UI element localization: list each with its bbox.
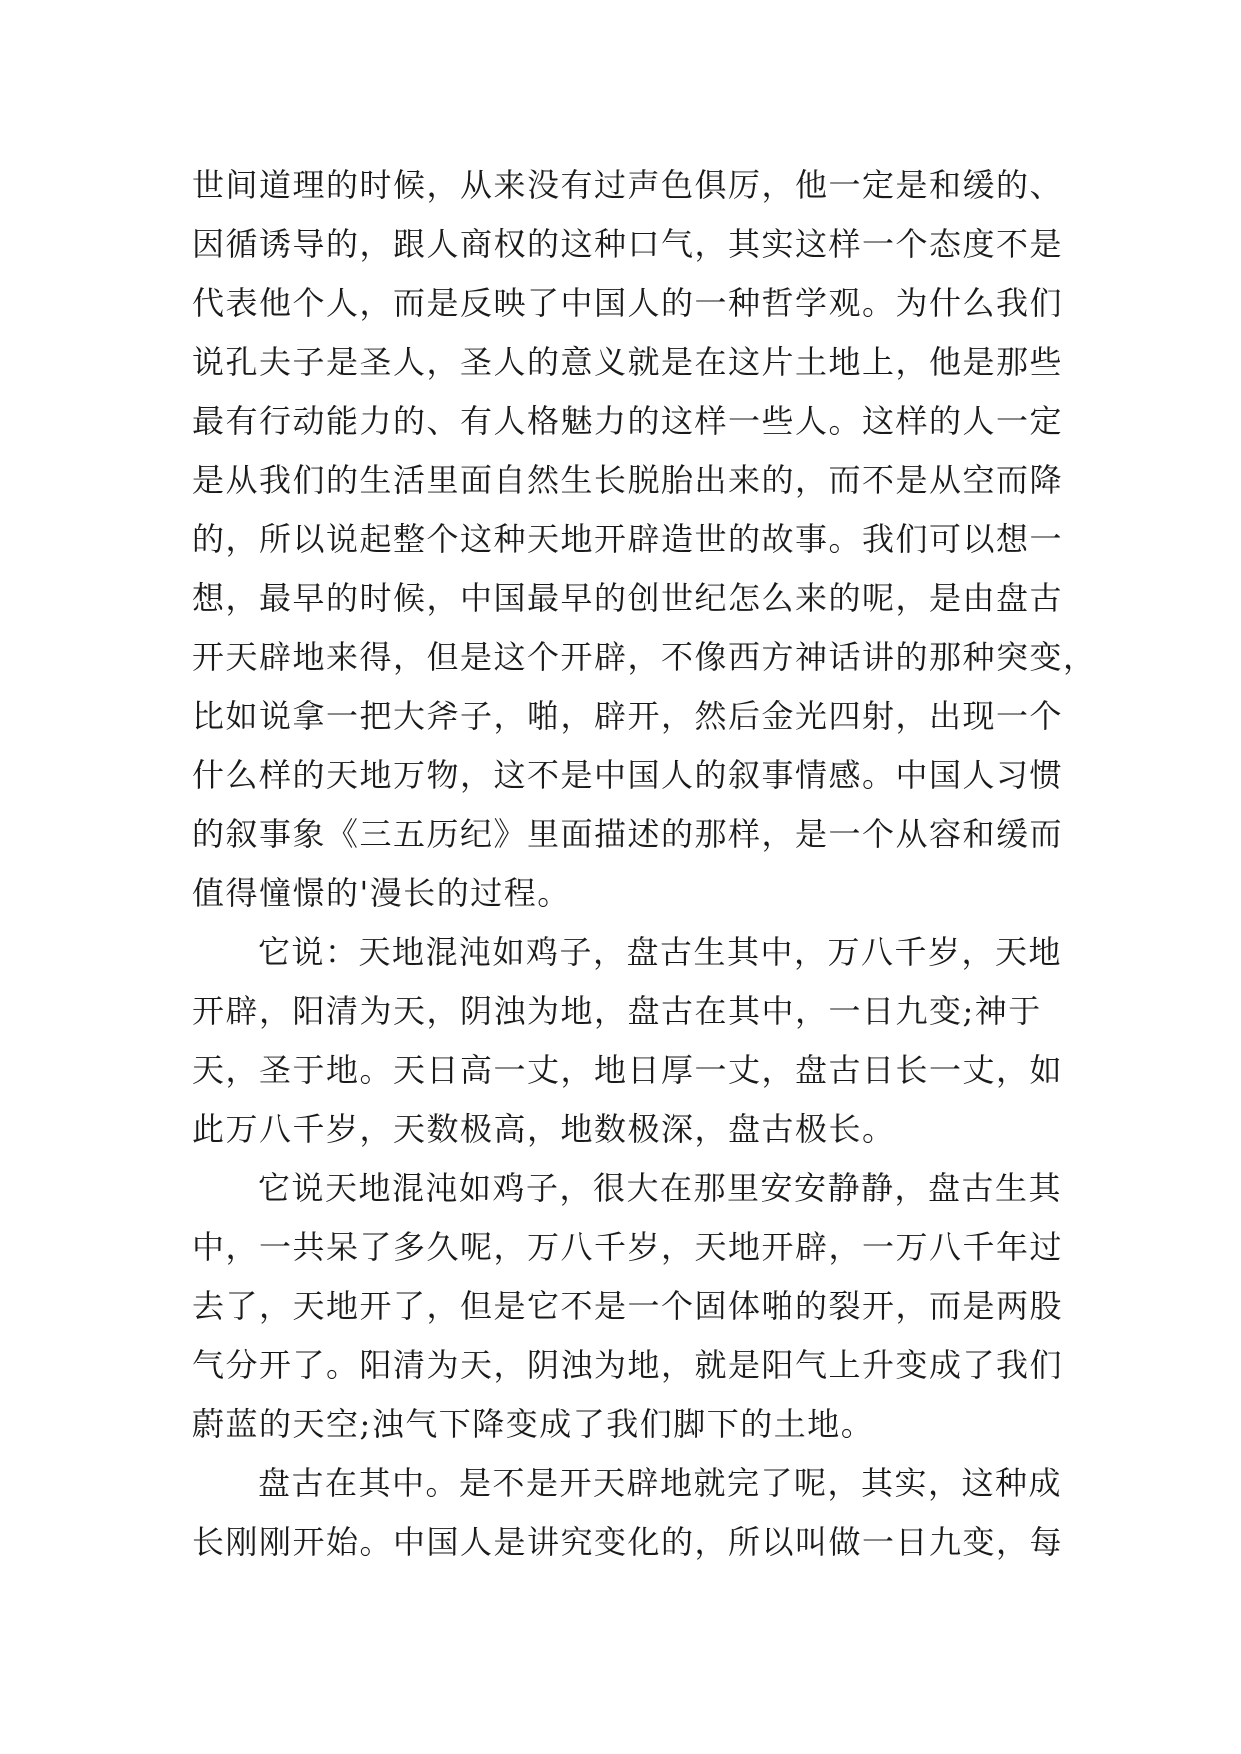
text-line: 的，所以说起整个这种天地开辟造世的故事。我们可以想一: [192, 520, 1064, 558]
text-line: 世间道理的时候，从来没有过声色俱厉，他一定是和缓的、: [192, 166, 1064, 204]
body-text: [192, 156, 1097, 1572]
text-line: 去了，天地开了，但是它不是一个固体啪的裂开，而是两股: [192, 1287, 1064, 1325]
text-line: 开天辟地来得，但是这个开辟，不像西方神话讲的那种突变，: [192, 638, 1097, 676]
text-line: 的叙事象《三五历纪》里面描述的那样，是一个从容和缓而: [192, 815, 1064, 853]
text-line: 开辟，阳清为天，阴浊为地，盘古在其中，一日九变;神于: [192, 992, 1042, 1030]
text-line: 中，一共呆了多久呢，万八千岁，天地开辟，一万八千年过: [192, 1228, 1064, 1266]
text-line: 它说：天地混沌如鸡子，盘古生其中，万八千岁，天地: [258, 933, 1063, 971]
text-line: 说孔夫子是圣人，圣人的意义就是在这片土地上，他是那些: [192, 343, 1064, 381]
paragraph: [192, 1454, 1064, 1572]
paragraph: [192, 1159, 1064, 1454]
text-line: 蔚蓝的天空;浊气下降变成了我们脚下的土地。: [192, 1405, 875, 1443]
text-line: 盘古在其中。是不是开天辟地就完了呢，其实，这种成: [258, 1464, 1063, 1502]
text-line: 什么样的天地万物，这不是中国人的叙事情感。中国人习惯: [192, 756, 1064, 794]
text-line: 它说天地混沌如鸡子，很大在那里安安静静，盘古生其: [258, 1169, 1063, 1207]
paragraph: [192, 923, 1064, 1159]
text-line: 因循诱导的，跟人商权的这种口气，其实这样一个态度不是: [192, 225, 1064, 263]
text-line: 比如说拿一把大斧子，啪，辟开，然后金光四射，出现一个: [192, 697, 1064, 735]
text-line: 此万八千岁，天数极高，地数极深，盘古极长。: [192, 1110, 896, 1148]
paragraph: [192, 156, 1097, 923]
text-line: 长刚刚开始。中国人是讲究变化的，所以叫做一日九变，每: [192, 1523, 1064, 1561]
text-line: 是从我们的生活里面自然生长脱胎出来的，而不是从空而降: [192, 461, 1064, 499]
text-line: 最有行动能力的、有人格魅力的这样一些人。这样的人一定: [192, 402, 1064, 440]
text-line: 想，最早的时候，中国最早的创世纪怎么来的呢，是由盘古: [192, 579, 1064, 617]
text-line: 值得憧憬的'漫长的过程。: [192, 874, 571, 912]
text-line: 气分开了。阳清为天，阴浊为地，就是阳气上升变成了我们: [192, 1346, 1064, 1384]
text-line: 天，圣于地。天日高一丈，地日厚一丈，盘古日长一丈，如: [192, 1051, 1064, 1089]
text-line: 代表他个人，而是反映了中国人的一种哲学观。为什么我们: [192, 284, 1064, 322]
